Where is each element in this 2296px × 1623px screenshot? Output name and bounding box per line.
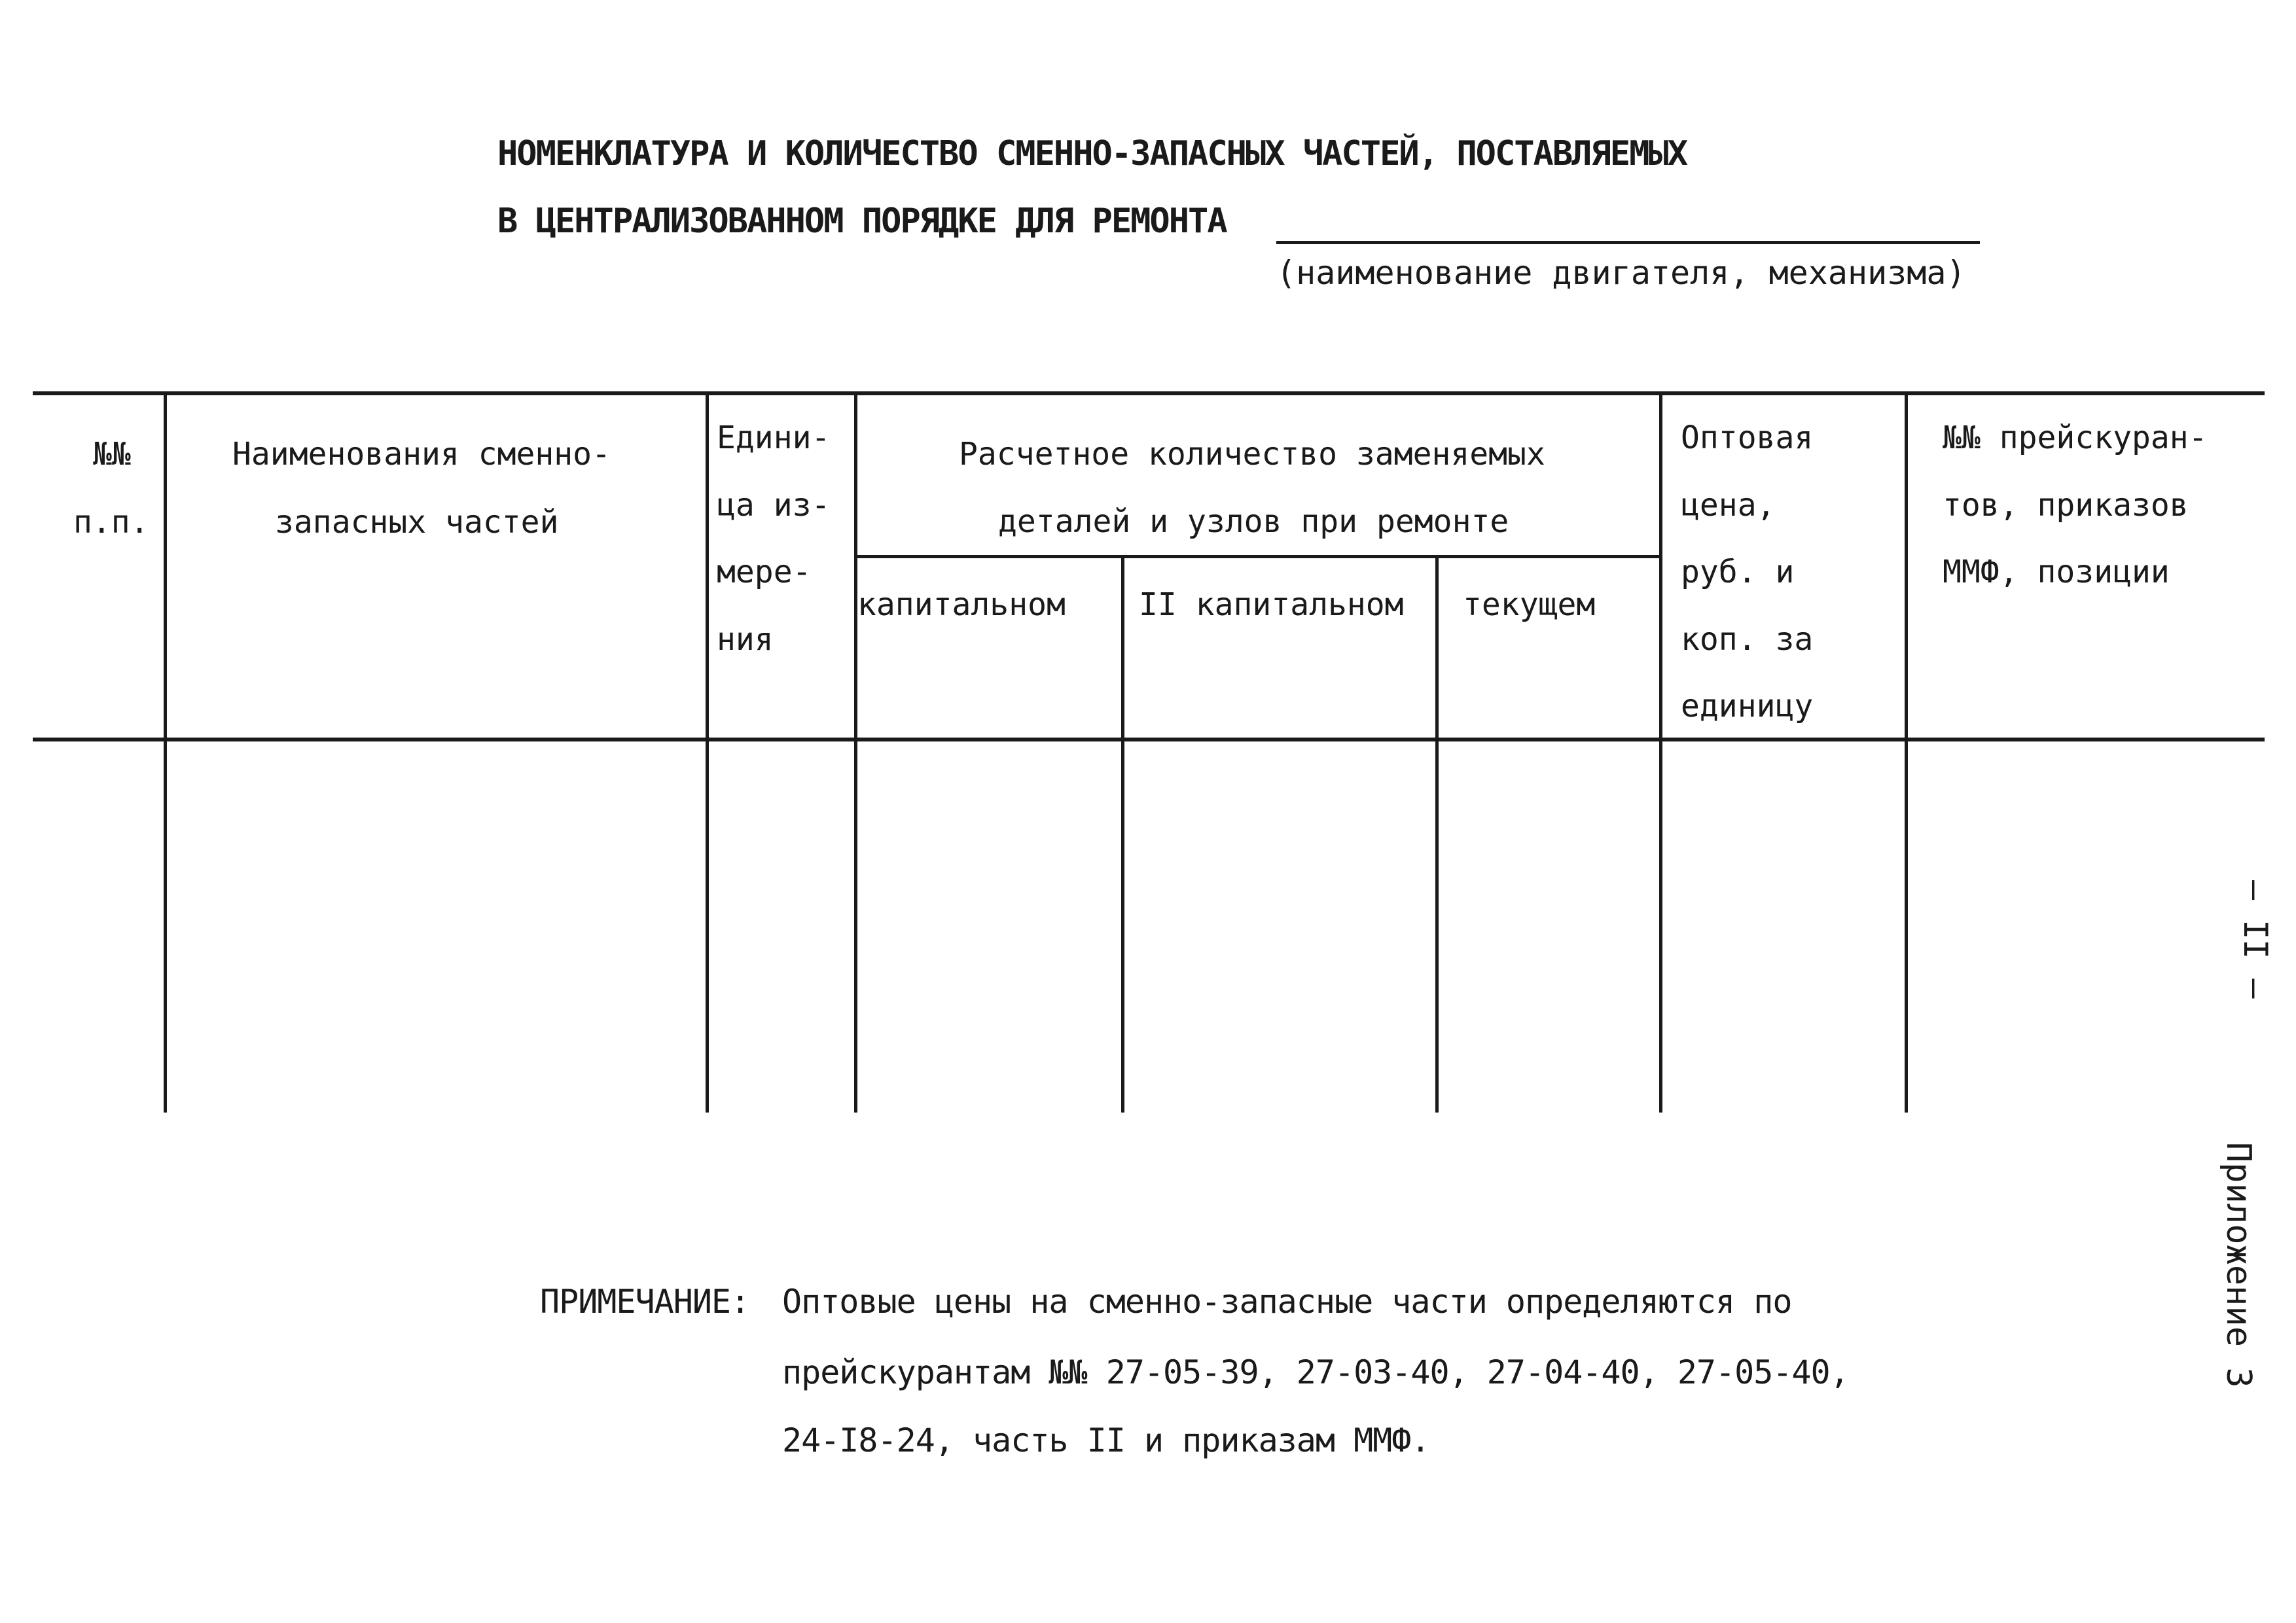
col-unit-header-line-4: ния xyxy=(717,621,774,658)
subcol-capital-header: капитальном xyxy=(857,586,1066,623)
note-line-2: прейскурантам №№ 27-05-39, 27-03-40, 27-04-40, 27-05-40, xyxy=(782,1353,1849,1391)
table-top-rule xyxy=(33,391,2265,395)
col-calc-header-line-2: деталей и узлов при ремонте xyxy=(998,503,1509,540)
col-calc-header-line-1: Расчетное количество заменяемых xyxy=(959,436,1545,473)
col-price-header-line-3: руб. и xyxy=(1681,554,1795,590)
col-divider-7 xyxy=(1905,391,1908,1113)
title-line-1: НОМЕНКЛАТУРА И КОЛИЧЕСТВО СМЕННО-ЗАПАСНЫХ ЧАСТЕЙ, ПОСТАВЛЯЕМЫХ xyxy=(497,134,1687,173)
col-unit-header-line-3: мере- xyxy=(717,554,812,590)
col-unit-header-line-1: Едини- xyxy=(717,419,831,456)
col-divider-5 xyxy=(1435,555,1439,1113)
col-price-header-line-1: Оптовая xyxy=(1681,419,1814,456)
col-divider-6 xyxy=(1659,391,1662,1113)
col-name-header-line-2: запасных частей xyxy=(275,504,559,541)
col-divider-3 xyxy=(854,391,857,1113)
page-number: – II – xyxy=(2236,880,2274,999)
col-divider-2 xyxy=(706,391,709,1113)
col-price-header-line-4: коп. за xyxy=(1681,621,1814,658)
title-line-2: В ЦЕНТРАЛИЗОВАННОМ ПОРЯДКЕ ДЛЯ РЕМОНТА xyxy=(497,202,1227,241)
engine-name-blank-line xyxy=(1276,241,1980,244)
col-name-header-line-1: Наименования сменно- xyxy=(232,436,611,473)
subcol-current-header: текущем xyxy=(1463,586,1596,623)
note-line-1: Оптовые цены на сменно-запасные части определяются по xyxy=(782,1283,1792,1321)
note-line-3: 24-I8-24, часть II и приказам ММФ. xyxy=(782,1421,1430,1459)
col-price-header-line-5: единицу xyxy=(1681,688,1814,724)
col-num-header-line-2: п.п. xyxy=(73,504,149,541)
appendix-label: Приложение 3 xyxy=(2219,1142,2258,1388)
col-ref-header-line-2: тов, приказов xyxy=(1943,487,2189,524)
col-unit-header-line-2: ца из- xyxy=(717,487,831,524)
col-divider-1 xyxy=(164,391,167,1113)
col-num-header-line-1: №№ xyxy=(93,436,131,473)
engine-name-caption: (наименование двигателя, механизма) xyxy=(1276,254,1966,292)
header-bottom-rule xyxy=(33,738,2265,741)
col-divider-4 xyxy=(1121,555,1124,1113)
col-price-header-line-2: цена, xyxy=(1681,487,1776,524)
col-ref-header-line-3: ММФ, позиции xyxy=(1943,554,2170,590)
subheader-rule xyxy=(854,555,1662,558)
col-ref-header-line-1: №№ прейскуран- xyxy=(1943,419,2208,456)
subcol-capital-2-header: II капитальном xyxy=(1139,586,1404,623)
note-label: ПРИМЕЧАНИЕ: xyxy=(540,1283,750,1321)
